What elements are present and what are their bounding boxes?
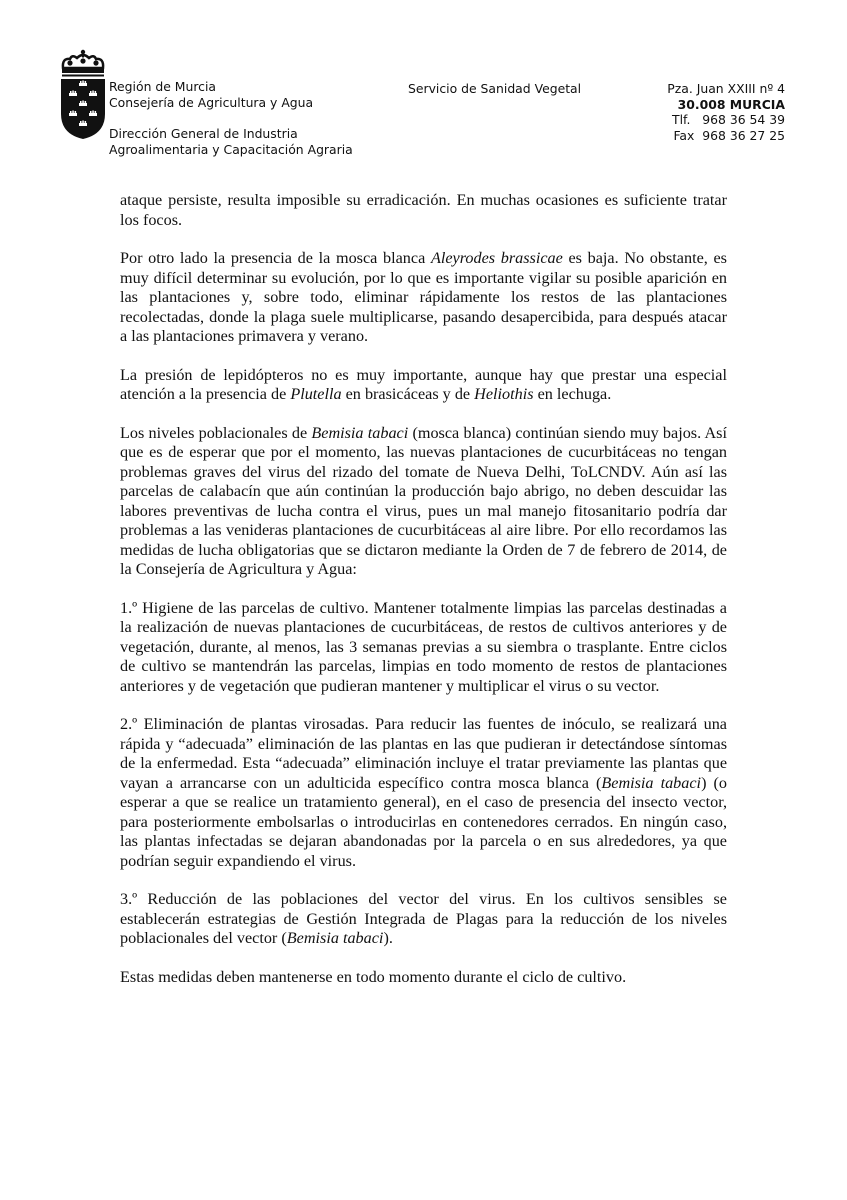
organization-block: [109, 79, 353, 158]
org-region: Región de Murcia: [109, 79, 216, 94]
paragraph-4: Los niveles poblacionales de Bemisia tabaci (mosca blanca) continúan siendo muy bajos. Así que es de esperar que por el momento, las nuevas plantaciones de cucurbitáceas no tengan problemas graves del virus del rizado del tomate de Nueva Delhi, ToLCNDV. Aún así las parcelas de calabacín que aún continúan la producción bajo abrigo, no deben descuidar las labores preventivas de lucha contra el virus, pues un mal manejo fitosanitario podría dar problemas a las venideras plantaciones de cucurbitáceas al aire libre. Por ello recordamos las medidas de lucha obligatorias que se dictaron mediante la Orden de 7 de febrero de 2014, de la Consejería de Agricultura y Agua:: [120, 423, 727, 578]
document-body: [120, 191, 727, 1006]
region-murcia-coat-of-arms-icon: [58, 48, 108, 140]
species-name: Plutella: [290, 385, 342, 403]
org-directorate-line1: Dirección General de Industria: [109, 126, 298, 141]
paragraph-3: La presión de lepidópteros no es muy importante, aunque hay que prestar una especial atención a la presencia de Plutella en brasicáceas y de Heliothis en lechuga.: [120, 365, 727, 403]
paragraph-7: 3.º Reducción de las poblaciones del vector del virus. En los cultivos sensibles se establecerán estrategias de Gestión Integrada de Plagas para la reducción de los niveles poblacionales del vector (Bemisia tabaci).: [120, 890, 727, 947]
paragraph-6: 2.º Eliminación de plantas virosadas. Para reducir las fuentes de inóculo, se realizará una rápida y “adecuada” eliminación de las plantas en las que pudieran ir detectándose síntomas de la enfermedad. Esta “adecuada” eliminación incluye el tratar previamente las plantas que vayan a arrancarse con un adulticida específico contra mosca blanca (Bemisia tabaci) (o esperar a que se realice un tratamiento general), en el caso de presencia del insecto vector, para posteriormente embolsarlas o introducirlas en contenedores cerrados. En ningún caso, las plantas infectadas se dejaran abandonadas por la parcela o en sus alrededores, ya que podrían seguir expandiendo el virus.: [120, 715, 727, 870]
address-street: Pza. Juan XXIII nº 4: [667, 81, 785, 96]
paragraph-8: Estas medidas deben mantenerse en todo momento durante el ciclo de cultivo.: [120, 967, 627, 986]
species-name: Bemisia tabaci: [601, 773, 702, 792]
species-name: Bemisia tabaci: [311, 423, 409, 442]
species-name: Bemisia tabaci: [286, 929, 384, 947]
address-city: 30.008 MURCIA: [677, 96, 785, 112]
org-department: Consejería de Agricultura y Agua: [109, 95, 314, 110]
service-name: Servicio de Sanidad Vegetal: [408, 81, 582, 96]
org-directorate-line2: Agroalimentaria y Capacitación Agraria: [109, 142, 353, 157]
address-fax: Fax 968 36 27 25: [673, 127, 785, 143]
species-name: Heliothis: [474, 385, 534, 403]
species-name: Aleyrodes brassicae: [430, 249, 563, 267]
paragraph-5: 1.º Higiene de las parcelas de cultivo. Mantener totalmente limpias las parcelas destinadas a la realización de nuevas plantaciones de cucurbitáceas, de restos de cultivos anteriores y de vegetación, durante, al menos, las 3 semanas previas a su siembra o trasplante. Entre ciclos de cultivo se mantendrán las parcelas, limpias en todo momento de restos de plantaciones anteriores y de vegetación que pudieran mantener y multiplicar el virus o su vector.: [120, 598, 727, 695]
address-block: [667, 81, 785, 143]
address-phone: Tlf. 968 36 54 39: [672, 112, 785, 127]
paragraph-1: ataque persiste, resulta imposible su erradicación. En muchas ocasiones es suficiente tratar los focos.: [120, 191, 727, 229]
paragraph-2: Por otro lado la presencia de la mosca blanca Aleyrodes brassicae es baja. No obstante, es muy difícil determinar su evolución, por lo que es importante vigilar su posible aparición en las plantaciones y, sobre todo, eliminar rápidamente los restos de las plantaciones recolectadas, donde la plaga suele multiplicarse, pasando desapercibida, para después atacar a las plantaciones primavera y verano.: [120, 249, 727, 345]
